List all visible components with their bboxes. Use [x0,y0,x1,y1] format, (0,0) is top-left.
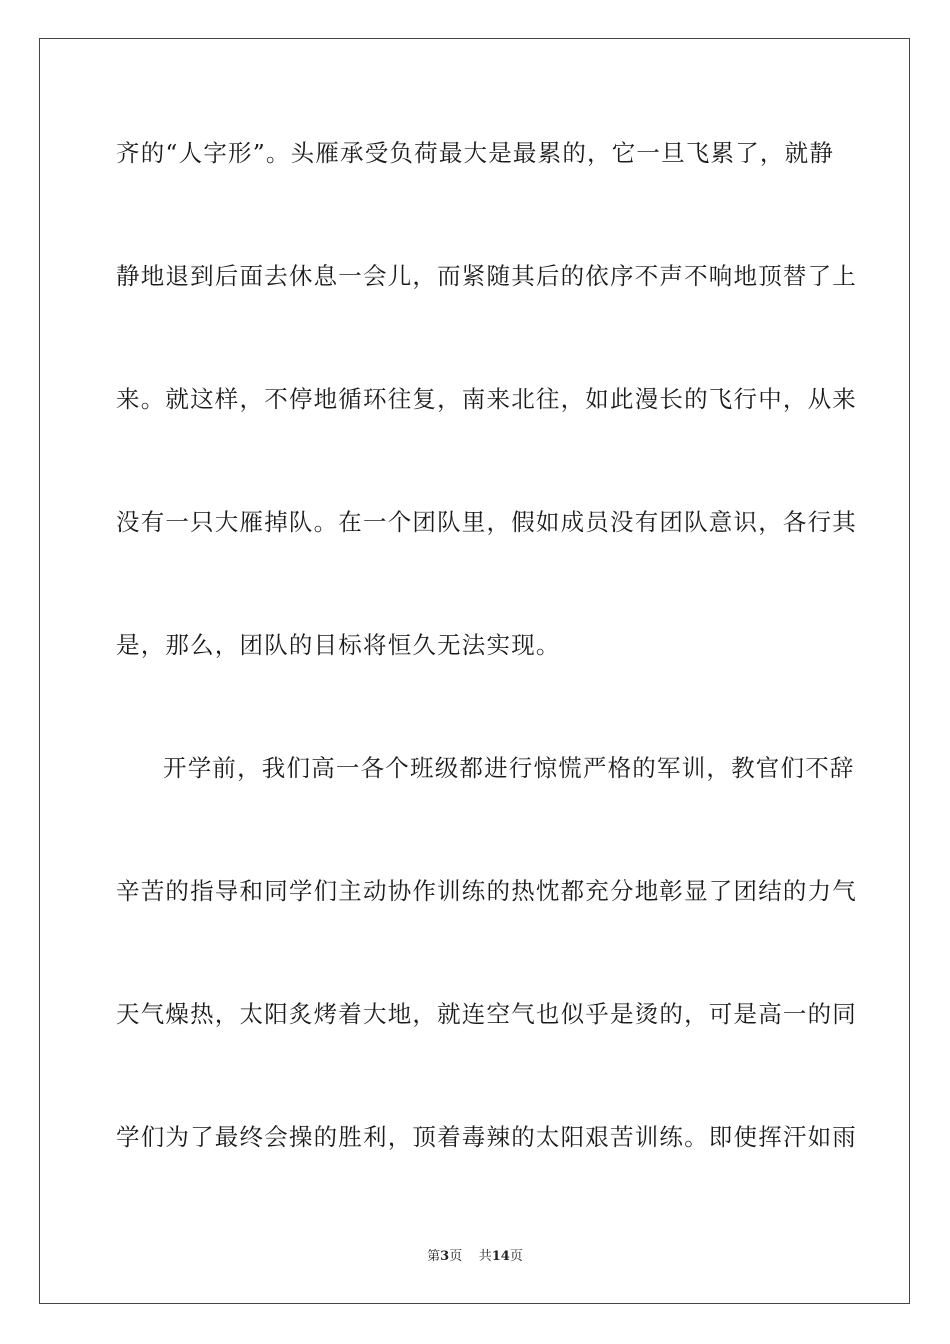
footer-total-suffix: 页 [509,1249,523,1264]
body-text-line-6: 开学前，我们高一各个班级都进行惊慌严格的军训，教官们不辞 [163,754,855,782]
page-footer [0,1248,950,1266]
footer-total-pages: 14 [491,1249,510,1264]
body-text-line-2: 静地退到后面去休息一会儿，而紧随其后的依序不声不响地顶替了上 [116,262,857,290]
footer-page-suffix: 页 [449,1249,463,1264]
body-text-line-3: 来。就这样，不停地循环往复，南来北往，如此漫长的飞行中，从来 [116,385,857,413]
body-text-line-4: 没有一只大雁掉队。在一个团队里，假如成员没有团队意识，各行其 [116,508,857,536]
body-text-line-7: 辛苦的指导和同学们主动协作训练的热忱都充分地彰显了团结的力气 [116,877,857,905]
body-text-line-5: 是，那么，团队的目标将恒久无法实现。 [116,631,561,659]
body-text-line-8: 天气燥热，太阳炙烤着大地，就连空气也似乎是烫的，可是高一的同 [116,1000,857,1028]
page-border [39,38,910,1304]
footer-page-prefix: 第 [427,1249,441,1264]
body-text-line-9: 学们为了最终会操的胜利，顶着毒辣的太阳艰苦训练。即使挥汗如雨 [116,1123,857,1151]
footer-page-number: 3 [440,1249,450,1264]
footer-total-prefix: 共 [478,1249,492,1264]
body-text-line-1: 齐的“人字形”。头雁承受负荷最大是最累的，它一旦飞累了，就静 [116,139,835,167]
